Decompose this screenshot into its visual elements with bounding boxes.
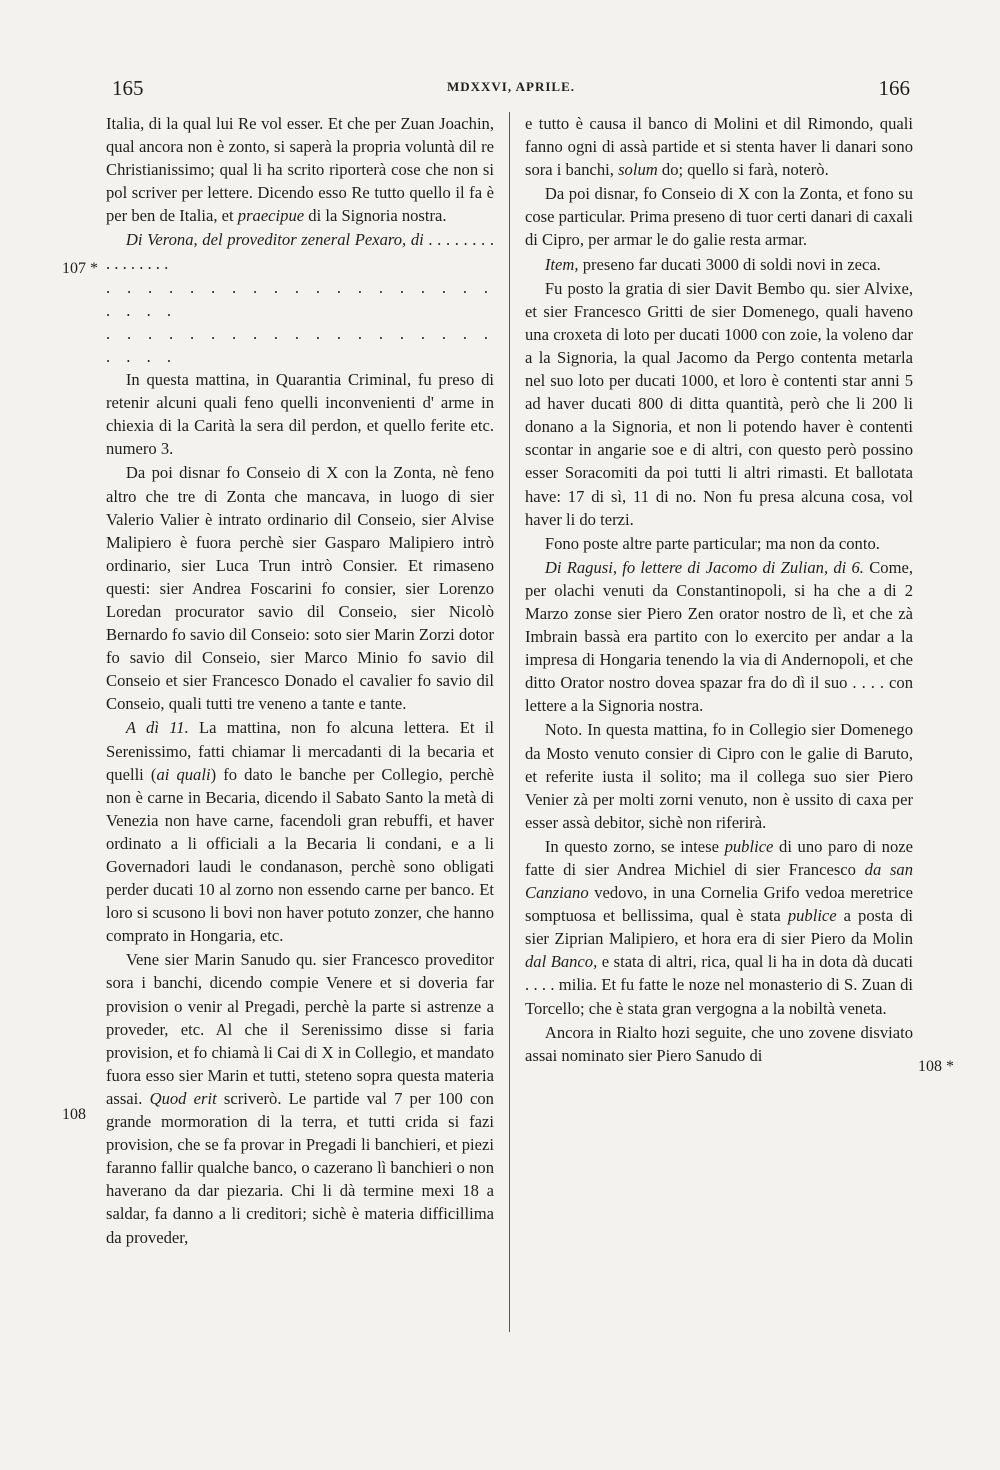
page-header	[112, 76, 910, 106]
paragraph: Di Verona, del proveditor zeneral Pexaro, di . . . . . . . . . . . . . . . .	[106, 230, 494, 273]
paragraph: In questa mattina, in Quarantia Criminal, fu preso di retenir alcuni quali feno quelli inconvenienti d' arme in chiexia di la Carità la sera dil perdon, et quello ferite etc. numero 3.	[106, 370, 494, 459]
paragraph: In questo zorno, se intese publice di uno paro di noze fatte di sier Andrea Michiel di sier Francesco da san Canziano vedovo, in una Cornelia Grifo vedoa meretrice somptuosa et bellissima, qual è stata publice a posta di sier Ziprian Malipiero, et hora era di sier Piero da Molin dal Banco, e stata di altri, rica, qual li ha in dota dà ducati . . . . milia. Et fu fatte le noze nel monasterio di S. Zuan di Torcello; che è stata gran vergogna a la nobiltà veneta.	[525, 836, 913, 1018]
margin-note-107: 107 *	[62, 260, 98, 277]
paragraph: e tutto è causa il banco di Molini et dil Rimondo, quali fanno ogni di assà partide et si stenta haver li danari sono sora i banchi, solum do; quello si farà, noterò.	[525, 114, 913, 180]
page-number-left: 165	[112, 76, 144, 100]
column-divider	[509, 112, 510, 1332]
paragraph: Italia, di la qual lui Re vol esser. Et che per Zuan Joachin, qual ancora non è zonto, si saperà la propria voluntà dil re Christianissimo; qual li ha scrito riporterà cose che non si pol scriver per lettere. Dicendo esso Re tutto quello il fa è per ben de Italia, et praecipue di la Signoria nostra.	[106, 114, 494, 226]
paragraph: A dì 11. La mattina, non fo alcuna lettera. Et il Serenissimo, fatti chiamar li mercadanti di la becaria et quelli (ai quali) fo dato le banche per Collegio, perchè non è carne in Becaria, dicendo il Sabato Santo la metà di Venezia non have carne, facendoli gran rebuffi, et haver ordinato a li officiali a la Becaria li condani, e a li Governadori laudi le condanason, perchè sono obligati perder ducati 10 al zorno non essendo carne per banco. Et loro si scusono li bovi non haver potuto zonzer, che hanno comprato in Hongaria, etc.	[106, 718, 494, 946]
paragraph: Fu posto la gratia di sier Davit Bembo qu. sier Alvixe, et sier Francesco Gritti de sier Domenego, quali haveno una croxeta di loto per ducati 1000 con zoie, la voleno dar a la Signoria, la qual Jacomo da Pergo contenta metarla nel suo loto per ducati 1000, et loro è contenti star anni 5 ad haver ducati 800 di ditta quantità, però che li 200 li donano a la Signoria, et non li potendo haver è contenti scontar in angarie soe e di altri, con questo però possino esser Soracomiti da poi tutti li altri rimasti. Et ballotata have: 17 di sì, 11 di no. Non fu presa alcuna cosa, vol haver li do terzi.	[525, 278, 913, 529]
paragraph: Da poi disnar fo Conseio di X con la Zonta, nè feno altro che tre di Zonta che mancava, in luogo di sier Valerio Valier è intrato ordinario dil Conseio, sier Alvise Malipiero è fuora perchè sier Gasparo Malipiero intrò ordinario, sier Luca Trun intrò Consier. Et rimaseno questi: sier Andrea Foscarini fo consier, sier Lorenzo Loredan procurator savio dil Conseio, sier Nicolò Bernardo fo savio dil Conseio: soto sier Marin Zorzi dotor fo savio dil Conseio, sier Marco Minio fo savio dil Conseio et sier Francesco Donado el cavalier fo savio dil Conseio, quali tutti tre veneno a tante e tante.	[106, 463, 494, 714]
paragraph: Vene sier Marin Sanudo qu. sier Francesco proveditor sora i banchi, dicendo compie Venere et si doveria far provision o venir al Pregadi, perchè la parte si astrenze a proveder, etc. Al che il Serenissimo disse si faria provision, et fo chiamà li Cai di X in Collegio, et mandato fuora esso sier Marin et tutti, steteno sopra questa materia assai. Quod erit scriverò. Le partide val 7 per 100 con grande mormoration di la terra, et tutti crida si fazi provision, che se fa provar in Pregadi li banchieri, et piezi faranno fallir qualche banco, o cazerano lì banchieri o non haverano da dar piezaria. Chi li dà termine mexi 18 a saldar, fa danno a li creditori; sichè è materia difficillima da proveder,	[106, 950, 494, 1247]
margin-note-108-right: 108 *	[918, 1058, 954, 1075]
paragraph: Ancora in Rialto hozi seguite, che uno zovene disviato assai nominato sier Piero Sanudo di	[525, 1022, 913, 1065]
ellipsis-line: . . . . . . . . . . . . . . . . . . . . . . .	[106, 277, 494, 320]
paragraph: Item, preseno far ducati 3000 di soldi novi in zeca.	[544, 254, 881, 274]
page-number-right: 166	[878, 76, 910, 100]
running-title: MDXXVI, APRILE.	[446, 79, 576, 94]
paragraph: Fono poste altre parte particular; ma non da conto.	[544, 533, 880, 553]
paragraph: Da poi disnar, fo Conseio di X con la Zonta, et fono su cose particular. Prima preseno di tuor certi danari di caxali di Cipro, per armar le do galie resta armar.	[525, 184, 913, 250]
left-column	[106, 112, 494, 1250]
paragraph: Noto. In questa mattina, fo in Collegio sier Domenego da Mosto venuto consier di Cipro con le galie di Baruto, et referite iusta il solito; ma il collega suo sier Piero Venier zà per molti zorni venuto, non è ussito di caxa per esser assà debitor, sichè non riferirà.	[525, 720, 913, 832]
ellipsis-line: . . . . . . . . . . . . . . . . . . . . . . .	[106, 323, 494, 366]
right-column	[525, 112, 913, 1068]
margin-note-108: 108	[62, 1106, 86, 1123]
paragraph: Di Ragusi, fo lettere di Jacomo di Zulian, di 6. Come, per olachi venuti da Constantinopoli, si ha che a di 2 Marzo zonse sier Piero Zen orator nostro de lì, et che zà Imbrain bassà era partito con lo exercito per andar a la impresa di Hongaria tenendo la via di Andernopoli, et che ditto Orator nostro dovea spazar fra do dì il suo . . . . con lettere a la Signoria nostra.	[525, 557, 914, 716]
